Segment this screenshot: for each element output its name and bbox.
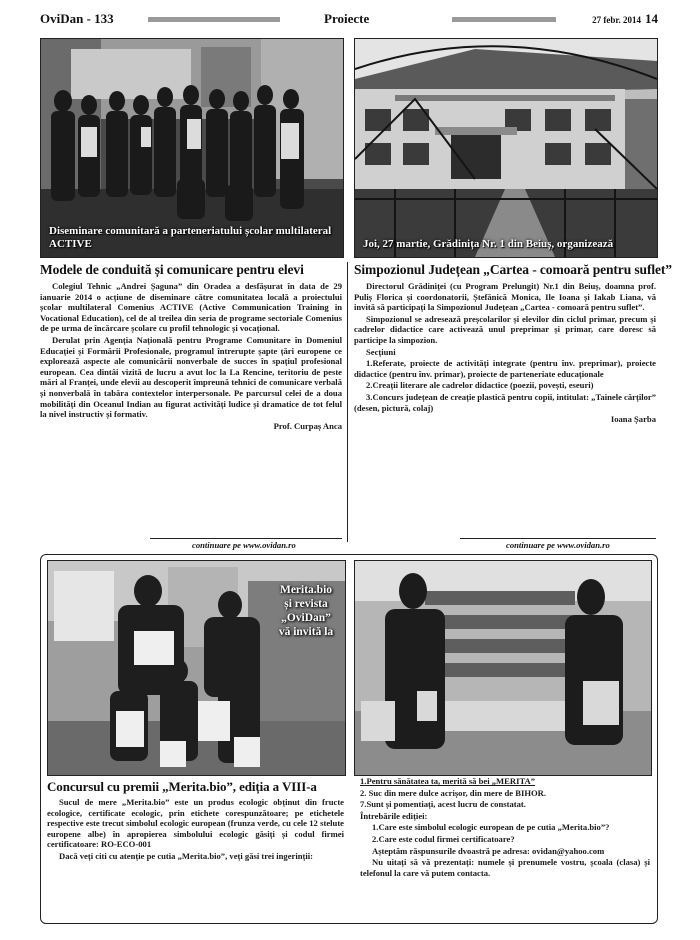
paragraph: Sucul de mere „Merita.bio” este un produs ecologic obținut din fructe ecologice, certificate ecologic, prin etichete corespunzătoare; pe etichetele respective este trecut simbolul ecologic european (frunza verde, cu cele 12 stelute europene albe) în apropierea simbolului ecologic găsiți și codul firmei certificatoare: RO-ECO-001	[47, 797, 344, 850]
slogan-line: 2. Suc din mere dulce acrișor, din mere de BIHOR.	[360, 787, 547, 798]
contest-photo-teachers	[47, 560, 346, 776]
overlay-line: și revista	[284, 598, 328, 610]
article-body-questions	[360, 776, 650, 879]
overlay-line: vă invită la	[278, 626, 334, 638]
author-signature: Ioana Șarba	[610, 414, 656, 425]
header-bar-right	[452, 17, 556, 22]
article-title-symposium: Simpozionul Județean „Cartea - comoară pentru suflet”	[354, 262, 672, 277]
slogan-line: 7.Sunt și pomentiați, acest lucru de constatat.	[360, 799, 526, 810]
paragraph: Dacă veți citi cu atenție pe cutia „Merita.bio”, veți găsi trei ingerinții:	[59, 850, 314, 861]
winners-photo-image	[355, 561, 651, 775]
section-item: 2.Creații literare ale cadrelor didactice (poezii, povești, eseuri)	[366, 380, 594, 391]
questions-heading: Întrebările ediției:	[360, 810, 428, 821]
continued-link-right[interactable]: continuare pe www.ovidan.ro	[506, 540, 610, 550]
contest-invite-overlay	[266, 583, 346, 639]
kindergarten-photo-image	[355, 39, 657, 257]
author-signature: Prof. Curpaș Anca	[273, 420, 342, 431]
students-photo-caption: Diseminare comunitară a parteneriatului școlar multilateral ACTIVE	[49, 225, 332, 250]
paragraph: Derulat prin Agenția Națională pentru Programe Comunitare în Domeniul Educației și Formării Profesionale, programul întrerupte șapte țări europene ce explorează aspecte ale comunicării nonverbale de succes în spațiul profesional european. Cea dintâi vizită de lucru a avut loc la La Rencine, teritoriu de peste mări al Franței, unde elevii au descoperit împreună tehnici de comunicare verbală și nonverbală în tabăra contextelor interpersonale. Pe parcursul celei de a doua mobilități din Oceanul Indian au figurat activități ludice și dramatice de tot felul la nivel instructiv și formativ.	[40, 334, 342, 420]
article-body-conduct	[40, 281, 342, 431]
section-item: 3.Concurs județean de creație plastică pentru copii, intitulat: „Tainele cărților” (desen, pictură, colaj)	[354, 391, 657, 413]
divider-line	[460, 538, 656, 539]
contest-photo-winners	[354, 560, 652, 776]
divider-line	[150, 538, 342, 539]
column-divider	[347, 262, 348, 542]
paragraph: Colegiul Tehnic „Andrei Șaguna” din Oradea a desfășurat în data de 29 ianuarie 2014 o acțiune de diseminare către comunitatea locală a proiectului școlar multilateral Comenius ACTIVE (Active Communication Training in Vocational Education), cel de al treilea din seria de programe sectoriale Comenius de pe urma de încărcare școlare cu profil tehnologic și vocațional.	[40, 281, 342, 334]
page-header	[40, 8, 658, 30]
contact-instructions: Nu uitați să vă prezentați: numele și prenumele vostru, școala (clasa) și telefonul la care vă putem contacta.	[360, 857, 650, 878]
article-title-conduct: Modele de conduită și comunicare pentru elevi	[40, 262, 304, 277]
article-title-contest: Concursul cu premii „Merita.bio”, ediția a VIII-a	[47, 779, 317, 794]
question-item: 2.Care este codul firmei certificatoare?	[372, 833, 515, 844]
header-right	[592, 11, 658, 27]
header-bar-left	[148, 17, 280, 22]
continued-link-left[interactable]: continuare pe www.ovidan.ro	[192, 540, 296, 550]
overlay-line: „OviDan”	[281, 612, 331, 624]
article-body-symposium	[354, 281, 656, 425]
paragraph: Directorul Grădiniței (cu Program Prelungit) Nr.1 din Beiuș, doamna prof. Puliș Florica și coordonatorii, Ștefănică Monica, Ile Ioana și Iakab Liana, vă invită să participați la Simpozionul Județean „Cartea - comoară pentru suflet”.	[354, 281, 656, 313]
overlay-line: Merita.bio	[279, 584, 333, 596]
page-number: 14	[645, 11, 658, 26]
sections-heading: Secțiuni	[366, 346, 396, 357]
section-label: Proiecte	[324, 11, 370, 26]
students-group-photo	[40, 38, 344, 258]
answer-address[interactable]: Așteptăm răspunsurile dvoastră pe adresa: ovidan@yahoo.com	[372, 845, 605, 856]
paragraph: Simpozionul se adresează preșcolarilor și elevilor din ciclul primar, precum și cadrelor didactice care activează unul preprimar și primar, care doresc să participe la simpozion.	[354, 313, 656, 345]
kindergarten-building-photo	[354, 38, 658, 258]
section-item: 1.Referate, proiecte de activități integrate (pentru înv. preprimar), proiecte didactice (pentru înv. primar), proiecte de parteneriate educaționale	[354, 358, 656, 379]
issue-label: OviDan - 133	[40, 11, 114, 26]
issue-date: 27 febr. 2014	[592, 15, 641, 25]
slogan-line: 1.Pentru sănătatea ta, merită să bei „MERITA”	[360, 776, 536, 786]
kindergarten-photo-caption: Joi, 27 martie, Grădinița Nr. 1 din Beiuș, organizează	[363, 238, 614, 250]
article-body-contest	[47, 797, 344, 863]
question-item: 1.Care este simbolul ecologic european de pe cutia „Merita.bio”?	[372, 822, 610, 833]
